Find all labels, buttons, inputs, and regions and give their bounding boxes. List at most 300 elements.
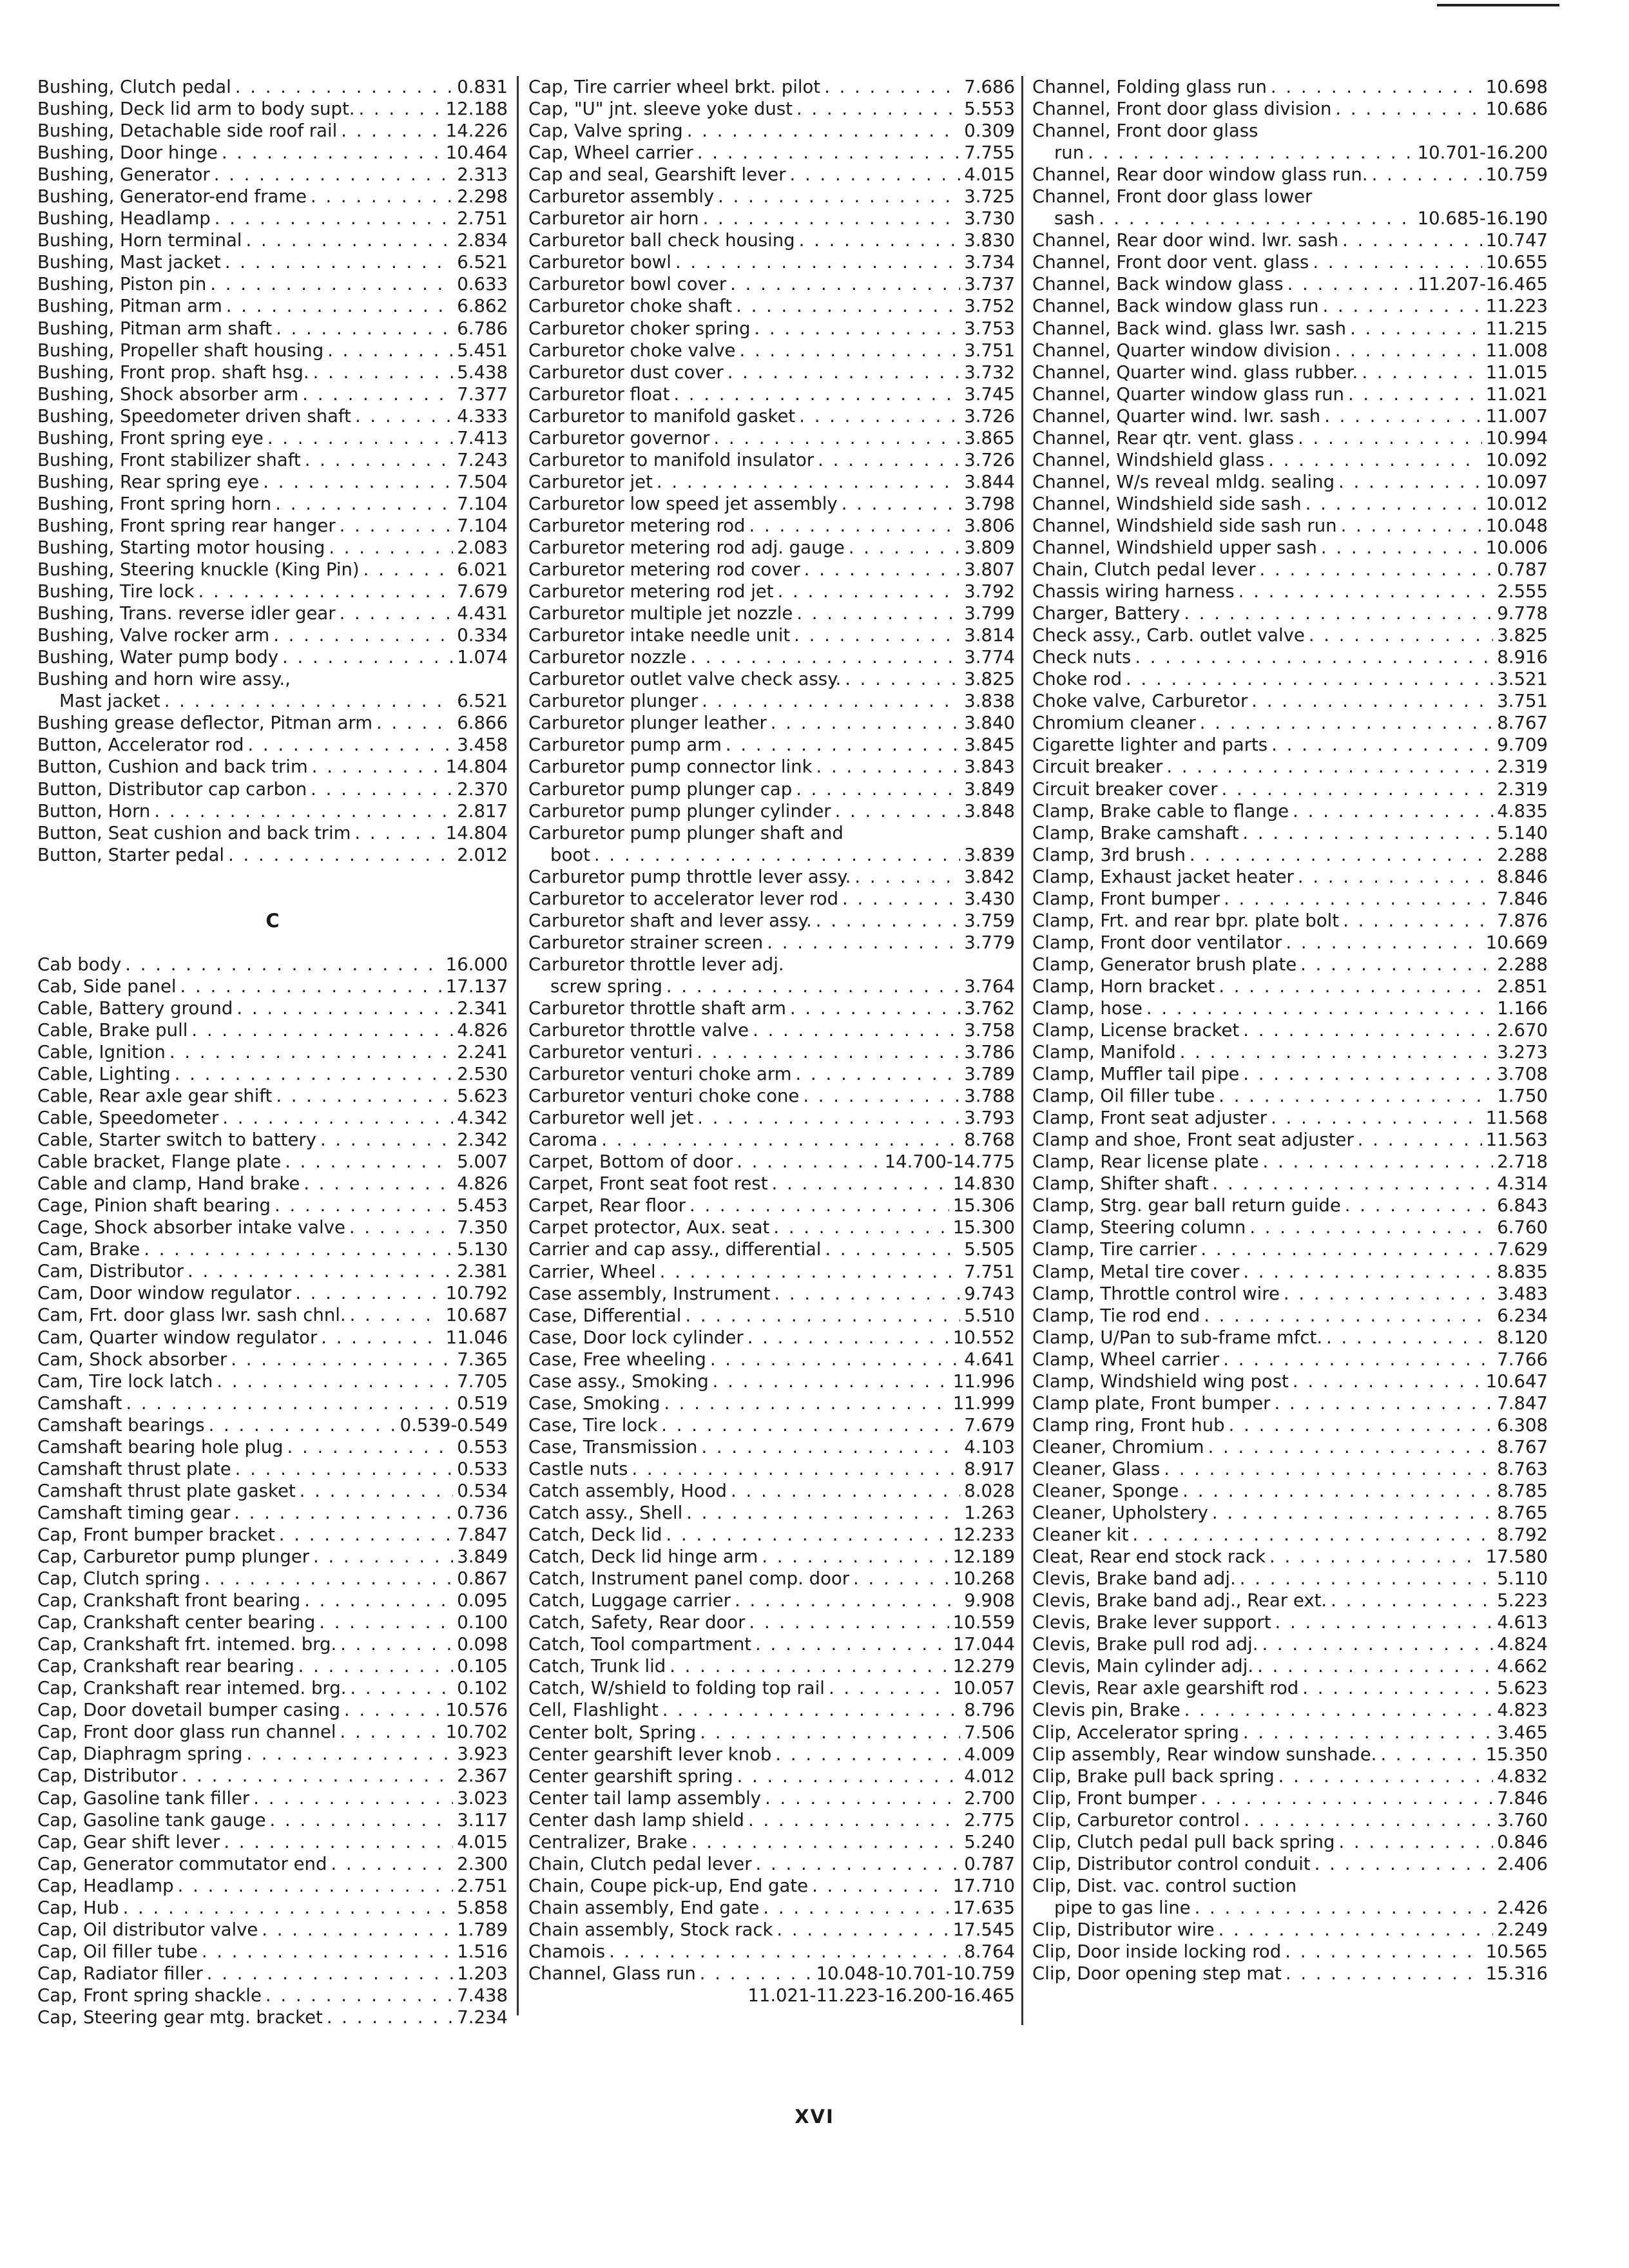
entry-name: Cap, Crankshaft rear intemed. brg. (37, 1678, 347, 1699)
entry-name: Clamp, License bracket (1032, 1020, 1240, 1041)
entry-reference: 6.021 (457, 559, 508, 581)
dot-leader (771, 712, 961, 734)
index-entry (37, 471, 508, 493)
entry-name: Cap, Headlamp (37, 1875, 174, 1896)
entry-name: Button, Distributor cap carbon (37, 778, 307, 800)
entry-name: Cable and clamp, Hand brake (37, 1173, 300, 1195)
entry-name: Carpet, Rear floor (528, 1195, 686, 1216)
index-entry (37, 318, 508, 340)
index-entry (1032, 340, 1548, 361)
dot-leader (1341, 515, 1482, 537)
entry-name: Choke valve, Carburetor (1032, 691, 1248, 712)
entry-reference: 11.563 (1485, 1129, 1548, 1151)
index-entry (37, 1173, 508, 1195)
dot-leader (282, 646, 453, 668)
entry-name: Cable, Starter switch to battery (37, 1129, 316, 1151)
entry-reference: 5.140 (1497, 822, 1548, 843)
entry-name: Check assy., Carb. outlet valve (1032, 625, 1305, 646)
dot-leader (340, 515, 454, 537)
index-entry (1032, 1699, 1548, 1721)
entry-name: Cap, Crankshaft frt. intemed. brg. (37, 1634, 337, 1655)
entry-name: Cable, Rear axle gear shift (37, 1086, 273, 1107)
dot-leader (320, 1129, 453, 1151)
dot-leader (302, 383, 453, 405)
entry-name: Chain, Clutch pedal lever (528, 1853, 752, 1874)
dot-leader (829, 1677, 949, 1699)
entry-reference: 3.806 (964, 515, 1015, 536)
entry-reference: 3.483 (1497, 1283, 1548, 1304)
entry-name: Cap, Radiator filler (37, 1963, 203, 1984)
entry-name: Clip, Carburetor control (1032, 1809, 1240, 1831)
entry-name: Castle nuts (528, 1458, 628, 1479)
entry-name: Cable, Battery ground (37, 997, 233, 1019)
entry-reference: 2.298 (457, 186, 508, 207)
index-entry (528, 1919, 1015, 1941)
dot-leader (1302, 1677, 1493, 1699)
dot-leader (749, 515, 961, 537)
dot-leader (1345, 1195, 1494, 1216)
entry-name: Clamp, Brake cable to flange (1032, 800, 1289, 822)
index-entry (37, 1875, 508, 1897)
entry-reference: 10.464 (445, 142, 508, 164)
dot-leader (319, 1611, 453, 1633)
entry-reference: 3.807 (964, 559, 1015, 581)
dot-leader (1284, 1283, 1493, 1305)
dot-leader (1338, 1831, 1493, 1853)
entry-reference: 10.092 (1485, 449, 1548, 470)
dot-leader (657, 471, 960, 493)
entry-reference: 0.533 (457, 1458, 508, 1479)
dot-leader (1271, 76, 1482, 98)
entry-reference: 4.015 (457, 1831, 508, 1852)
dot-leader (265, 1984, 453, 2006)
dot-leader (1243, 1019, 1493, 1041)
dot-leader (236, 997, 453, 1019)
entry-reference: 3.839 (964, 844, 1015, 865)
entry-reference: 3.786 (964, 1042, 1015, 1063)
entry-reference: 10.048-10.701-10.759 (816, 1963, 1015, 1984)
index-entry (1032, 624, 1548, 646)
index-entry (1032, 1963, 1548, 1984)
dot-leader (803, 1085, 960, 1107)
dot-leader (246, 229, 453, 251)
dot-leader (304, 1590, 453, 1611)
entry-reference: 17.137 (445, 975, 508, 997)
index-entry (1032, 800, 1548, 822)
entry-name: Cable, Speedometer (37, 1108, 219, 1129)
entry-name: Clip, Clutch pedal pull back spring (1032, 1831, 1335, 1852)
index-entry (1032, 76, 1548, 98)
entry-name: Cage, Shock absorber intake valve (37, 1217, 345, 1238)
index-entry (1032, 1744, 1548, 1765)
index-entry (528, 1019, 1015, 1041)
entry-reference: 0.098 (457, 1634, 508, 1655)
dot-leader (660, 1261, 961, 1283)
dot-leader (298, 1655, 454, 1677)
entry-reference: 3.848 (964, 800, 1015, 822)
entry-reference: 3.764 (964, 975, 1015, 997)
entry-name: Carburetor bowl (528, 252, 671, 273)
dot-leader (1298, 866, 1493, 888)
index-entry (528, 668, 1015, 690)
entry-reference: 3.842 (964, 866, 1015, 887)
dot-leader (340, 602, 454, 624)
entry-reference: 17.580 (1485, 1546, 1548, 1568)
entry-reference: 2.367 (457, 1765, 508, 1787)
entry-name: Bushing, Front spring eye (37, 427, 264, 448)
entry-reference: 4.826 (457, 1019, 508, 1041)
dot-leader (737, 1151, 880, 1173)
entry-name: Cap, Wheel carrier (528, 142, 693, 164)
entry-reference: 0.787 (1497, 559, 1548, 581)
dot-leader (350, 1304, 442, 1326)
entry-name: Mast jacket (59, 691, 160, 712)
entry-reference: 1.516 (457, 1941, 508, 1962)
entry-reference: 10.057 (952, 1678, 1015, 1699)
entry-reference: 14.700-14.775 (884, 1151, 1015, 1173)
entry-reference: 0.831 (457, 77, 508, 97)
index-entry (528, 1370, 1015, 1392)
index-entry (1032, 1063, 1548, 1085)
entry-reference: 7.413 (457, 427, 508, 448)
dot-leader (312, 756, 442, 778)
entry-name: Cam, Brake (37, 1239, 140, 1260)
index-entry (528, 646, 1015, 668)
entry-reference: 3.117 (457, 1809, 508, 1831)
index-entry (37, 1984, 508, 2006)
index-entry (528, 1458, 1015, 1480)
entry-name: Clevis, Rear axle gearshift rod (1032, 1678, 1299, 1699)
entry-name: Camshaft (37, 1392, 122, 1414)
index-entry (37, 822, 508, 844)
index-entry (528, 186, 1015, 207)
dot-leader (824, 76, 960, 98)
entry-reference: 3.830 (964, 230, 1015, 251)
entry-name: Chain assembly, Stock rack (528, 1919, 773, 1940)
dot-leader (1249, 1216, 1493, 1238)
entry-reference: 11.021 (1485, 383, 1548, 405)
dot-leader (1243, 1261, 1493, 1283)
index-entry (1032, 383, 1548, 405)
entry-reference: 1.166 (1497, 997, 1548, 1019)
entry-reference: 12.189 (952, 1546, 1015, 1568)
entry-reference: 2.775 (964, 1809, 1015, 1831)
index-entry (528, 1261, 1015, 1283)
entry-name: Carburetor pump arm (528, 735, 722, 756)
entry-name: Camshaft thrust plate gasket (37, 1480, 296, 1501)
entry-name: Bushing, Steering knuckle (King Pin) (37, 559, 360, 581)
index-entry (528, 1063, 1015, 1085)
dot-leader (1184, 602, 1493, 624)
entry-name: Cable, Ignition (37, 1041, 166, 1062)
dot-leader (1335, 98, 1481, 120)
entry-name: run (1054, 142, 1084, 164)
entry-name: Cap, Generator commutator end (37, 1853, 327, 1874)
dot-leader (1212, 1173, 1493, 1195)
dot-leader (1244, 1809, 1493, 1831)
index-entry (528, 251, 1015, 273)
entry-reference: 9.709 (1497, 735, 1548, 756)
index-entry (1032, 1392, 1548, 1414)
dot-leader (267, 427, 453, 449)
index-entry (37, 273, 508, 295)
dot-leader (1200, 1238, 1493, 1260)
entry-name: Channel, Front door vent. glass (1032, 252, 1309, 273)
index-entry (1032, 361, 1548, 383)
entry-name: Clamp, Metal tire cover (1032, 1261, 1240, 1282)
dot-leader (796, 1063, 961, 1085)
dot-leader (188, 1260, 453, 1282)
dot-leader (700, 1963, 813, 1984)
index-entry (37, 668, 508, 690)
dot-leader (842, 888, 960, 910)
index-entry (37, 1151, 508, 1173)
dot-leader (262, 1919, 453, 1941)
index-entry (1032, 405, 1548, 427)
index-entry (1032, 471, 1548, 493)
dot-leader (191, 1019, 453, 1041)
entry-reference: 0.846 (1497, 1831, 1548, 1852)
dot-leader (1298, 427, 1482, 449)
dot-leader (321, 1327, 441, 1349)
index-entry (528, 822, 1015, 844)
entry-name: Carburetor choke valve (528, 340, 736, 361)
entry-reference: 10.686 (1485, 99, 1548, 120)
dot-leader (755, 1633, 949, 1655)
index-entry (37, 954, 508, 975)
entry-reference: 11.021-11.223-16.200-16.465 (747, 1985, 1015, 2006)
entry-name: Carburetor assembly (528, 186, 715, 207)
entry-name: Catch, Deck lid hinge arm (528, 1546, 758, 1568)
index-entry (528, 1809, 1015, 1831)
index-entry (1032, 778, 1548, 800)
index-entry (528, 1107, 1015, 1129)
entry-reference: 11.999 (952, 1392, 1015, 1414)
entry-name: Cab body (37, 954, 122, 975)
dot-leader (1184, 1699, 1494, 1721)
dot-leader (1300, 954, 1493, 975)
index-entry (37, 1480, 508, 1502)
index-entry (528, 800, 1015, 822)
entry-name: Cap, Gasoline tank gauge (37, 1809, 266, 1831)
entry-name: Center dash lamp shield (528, 1809, 744, 1831)
entry-name: Bushing, Generator (37, 164, 210, 186)
entry-reference: 3.825 (1497, 625, 1548, 646)
dot-leader (763, 1897, 949, 1919)
index-entry (37, 712, 508, 734)
entry-name: Cable, Brake pull (37, 1019, 188, 1041)
dot-leader (675, 251, 960, 273)
entry-name: Carburetor governor (528, 427, 710, 448)
index-entry (1032, 997, 1548, 1019)
entry-reference: 10.747 (1485, 230, 1548, 251)
entry-name: Channel, Front door glass division (1032, 99, 1332, 120)
entry-reference: 8.767 (1497, 1436, 1548, 1457)
index-entry (37, 690, 508, 712)
entry-name: Carrier and cap assy., differential (528, 1239, 822, 1260)
index-entry (1032, 1633, 1548, 1655)
dot-leader (313, 1546, 453, 1568)
entry-reference: 6.866 (457, 713, 508, 734)
index-entry (37, 997, 508, 1019)
dot-leader (818, 449, 960, 471)
column-divider (1021, 76, 1023, 2025)
entry-reference: 5.438 (457, 361, 508, 383)
entry-name: Clamp, Manifold (1032, 1042, 1176, 1063)
dot-leader (1099, 207, 1414, 229)
entry-name: Cleaner, Glass (1032, 1458, 1161, 1479)
entry-name: Clamp, Generator brush plate (1032, 954, 1297, 975)
entry-reference: 3.737 (964, 274, 1015, 295)
entry-name: Bushing, Clutch pedal (37, 77, 231, 97)
index-entry (37, 295, 508, 317)
dot-leader (773, 1216, 949, 1238)
entry-name: Case, Free wheeling (528, 1349, 706, 1370)
dot-leader (180, 975, 442, 997)
index-entry (1032, 1765, 1548, 1787)
entry-reference: 1.074 (457, 647, 508, 668)
index-entry (37, 975, 508, 997)
entry-name: Chromium cleaner (1032, 713, 1196, 734)
index-entry (528, 1590, 1015, 1611)
entry-name: Center gearshift spring (528, 1765, 733, 1787)
entry-name: Clip, Door opening step mat (1032, 1963, 1282, 1984)
entry-reference: 8.764 (964, 1941, 1015, 1962)
entry-name: Clamp, Horn bracket (1032, 975, 1215, 997)
entry-reference: 1.789 (457, 1919, 508, 1940)
dot-leader (1271, 734, 1493, 756)
entry-name: Carburetor metering rod (528, 515, 746, 536)
index-entry (528, 537, 1015, 559)
index-entry (37, 1327, 508, 1349)
dot-leader (363, 559, 454, 581)
entry-name: sash (1054, 208, 1095, 229)
entry-name: Catch assy., Shell (528, 1503, 683, 1524)
index-column-2 (528, 76, 1015, 2054)
dot-leader (1132, 1524, 1493, 1546)
entry-name: Center gearshift lever knob (528, 1744, 772, 1765)
dot-leader (1342, 229, 1482, 251)
dot-leader (697, 1107, 960, 1129)
index-entry (1032, 1019, 1548, 1041)
entry-name: Carburetor throttle lever adj. (528, 954, 784, 975)
index-entry (1032, 295, 1548, 317)
dot-leader (1309, 624, 1493, 646)
entry-name: Clip, Distributor wire (1032, 1919, 1215, 1940)
dot-leader (754, 318, 960, 340)
index-entry (1032, 1831, 1548, 1853)
entry-reference: 10.576 (445, 1700, 508, 1721)
entry-name: Clamp, Strg. gear ball return guide (1032, 1195, 1341, 1216)
entry-name: Circuit breaker cover (1032, 778, 1218, 800)
index-entry (37, 537, 508, 559)
entry-reference: 2.319 (1497, 756, 1548, 778)
dot-leader (1229, 1414, 1494, 1436)
entry-reference: 8.767 (1497, 713, 1548, 734)
section-spacer (37, 866, 508, 910)
index-entry (37, 1655, 508, 1677)
entry-reference: 5.623 (1497, 1678, 1548, 1699)
entry-reference: 15.350 (1485, 1744, 1548, 1765)
index-entry (1032, 1677, 1548, 1699)
entry-name: Carburetor shaft and lever assy. (528, 910, 812, 931)
dot-leader (730, 273, 960, 295)
entry-reference: 2.012 (457, 844, 508, 865)
dot-leader (1251, 690, 1493, 712)
index-entry (1032, 690, 1548, 712)
index-entry (37, 1721, 508, 1743)
corner-rule (1437, 4, 1559, 6)
dot-leader (1315, 1853, 1494, 1875)
index-entry (37, 251, 508, 273)
entry-reference: 10.006 (1485, 537, 1548, 558)
entry-reference: 7.104 (457, 515, 508, 536)
index-entry (37, 624, 508, 646)
index-entry (528, 602, 1015, 624)
entry-name: Clamp and shoe, Front seat adjuster (1032, 1129, 1354, 1151)
entry-reference: 10.698 (1485, 77, 1548, 97)
entry-name: Channel, Windshield side sash (1032, 493, 1302, 514)
entry-reference: 9.778 (1497, 603, 1548, 624)
entry-name: Clip, Brake pull back spring (1032, 1765, 1275, 1787)
entry-name: Bushing, Trans. reverse idler gear (37, 603, 336, 624)
entry-reference: 10.759 (1485, 164, 1548, 186)
index-entry (37, 2006, 508, 2028)
entry-reference: 3.745 (964, 383, 1015, 405)
dot-leader (747, 1327, 949, 1349)
entry-reference: 3.865 (964, 427, 1015, 448)
index-entry (37, 120, 508, 142)
index-entry (1032, 1370, 1548, 1392)
entry-name: Bushing, Front stabilizer shaft (37, 449, 301, 470)
dot-leader (340, 1633, 453, 1655)
index-entry (528, 493, 1015, 515)
index-entry (37, 1699, 508, 1721)
index-entry (1032, 734, 1548, 756)
dot-leader (1242, 822, 1493, 844)
entry-reference: 0.534 (457, 1480, 508, 1501)
entry-reference: 7.104 (457, 493, 508, 514)
index-entry (1032, 493, 1548, 515)
dot-leader (736, 295, 960, 317)
dot-leader (790, 164, 961, 186)
entry-reference: 7.846 (1497, 888, 1548, 909)
entry-reference: 3.789 (964, 1064, 1015, 1085)
dot-leader (344, 1699, 442, 1721)
entry-reference: 7.504 (457, 471, 508, 492)
entry-reference: 11.568 (1485, 1108, 1548, 1129)
entry-name: Carburetor plunger (528, 691, 699, 712)
index-entry (37, 756, 508, 778)
entry-name: Circuit breaker (1032, 756, 1163, 778)
index-entry (37, 1809, 508, 1831)
index-entry (1032, 1722, 1548, 1744)
entry-name: Cam, Distributor (37, 1261, 184, 1282)
index-entry (37, 1370, 508, 1392)
entry-reference: 0.309 (964, 120, 1015, 142)
entry-reference: 10.565 (1485, 1941, 1548, 1962)
entry-reference: 7.350 (457, 1217, 508, 1238)
index-entry (1032, 866, 1548, 888)
entry-name: Chain assembly, End gate (528, 1897, 760, 1918)
dot-leader (358, 98, 441, 120)
entry-name: Bushing, Piston pin (37, 274, 207, 295)
index-entry (37, 1041, 508, 1063)
entry-reference: 8.028 (964, 1481, 1015, 1501)
entry-reference: 12.279 (952, 1656, 1015, 1677)
index-entry (37, 1304, 508, 1326)
index-entry (1032, 756, 1548, 778)
